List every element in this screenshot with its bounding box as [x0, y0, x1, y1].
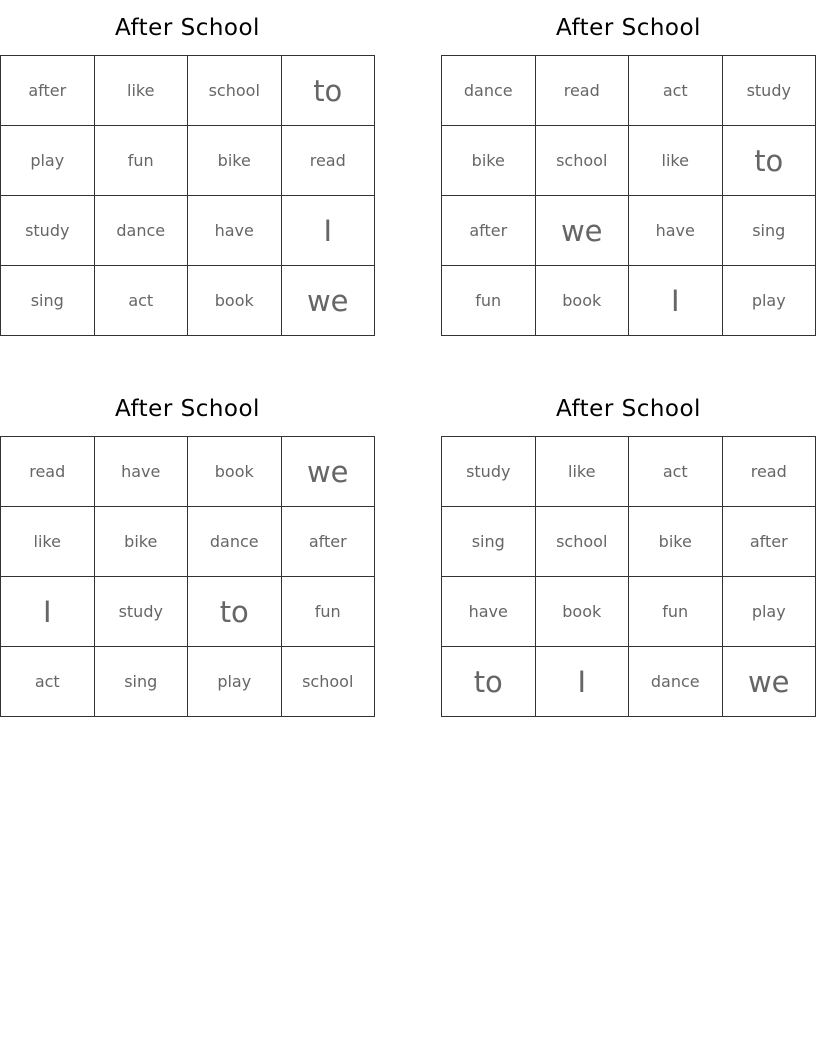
grid-cell: dance: [442, 56, 536, 126]
grid-cell: to: [442, 647, 536, 717]
grid-cell: play: [1, 126, 95, 196]
grid-cell: fun: [94, 126, 188, 196]
bingo-grid: [0, 436, 375, 717]
grid-row: [1, 647, 375, 717]
bingo-grid: [0, 55, 375, 336]
bingo-card-2: [441, 10, 816, 336]
grid-cell: I: [281, 196, 375, 266]
grid-cell: sing: [722, 196, 816, 266]
grid-cell: like: [1, 507, 95, 577]
grid-cell: to: [722, 126, 816, 196]
grid-cell: read: [722, 437, 816, 507]
grid-row: [442, 507, 816, 577]
card-title: After School: [556, 15, 701, 41]
grid-cell: act: [1, 647, 95, 717]
grid-cell: book: [535, 577, 629, 647]
grid-cell: after: [442, 196, 536, 266]
grid-cell: to: [188, 577, 282, 647]
grid-cell: book: [188, 266, 282, 336]
grid-cell: I: [535, 647, 629, 717]
grid-cell: study: [94, 577, 188, 647]
grid-cell: book: [188, 437, 282, 507]
grid-cell: study: [442, 437, 536, 507]
card-title: After School: [556, 396, 701, 422]
grid-cell: have: [94, 437, 188, 507]
grid-cell: play: [188, 647, 282, 717]
grid-cell: dance: [629, 647, 723, 717]
grid-cell: after: [1, 56, 95, 126]
grid-cell: I: [629, 266, 723, 336]
grid-row: [442, 56, 816, 126]
grid-row: [1, 266, 375, 336]
grid-cell: have: [188, 196, 282, 266]
bingo-card-3: [0, 391, 375, 717]
grid-cell: like: [94, 56, 188, 126]
grid-cell: fun: [629, 577, 723, 647]
grid-cell: book: [535, 266, 629, 336]
grid-row: [1, 126, 375, 196]
grid-row: [1, 56, 375, 126]
grid-cell: after: [722, 507, 816, 577]
grid-row: [1, 196, 375, 266]
grid-cell: dance: [188, 507, 282, 577]
grid-cell: school: [535, 507, 629, 577]
grid-cell: have: [442, 577, 536, 647]
grid-cell: to: [281, 56, 375, 126]
grid-row: [442, 196, 816, 266]
grid-cell: fun: [442, 266, 536, 336]
grid-cell: fun: [281, 577, 375, 647]
grid-cell: we: [722, 647, 816, 717]
grid-cell: bike: [629, 507, 723, 577]
grid-cell: read: [281, 126, 375, 196]
grid-cell: play: [722, 577, 816, 647]
grid-cell: bike: [94, 507, 188, 577]
grid-cell: sing: [1, 266, 95, 336]
grid-row: [1, 437, 375, 507]
grid-cell: dance: [94, 196, 188, 266]
grid-cell: I: [1, 577, 95, 647]
bingo-card-1: [0, 10, 375, 336]
bingo-card-4: [441, 391, 816, 717]
grid-row: [1, 577, 375, 647]
grid-cell: have: [629, 196, 723, 266]
grid-row: [442, 266, 816, 336]
grid-cell: like: [629, 126, 723, 196]
grid-cell: school: [535, 126, 629, 196]
grid-cell: play: [722, 266, 816, 336]
grid-cell: read: [1, 437, 95, 507]
grid-cell: sing: [94, 647, 188, 717]
grid-cell: act: [94, 266, 188, 336]
grid-cell: we: [535, 196, 629, 266]
bingo-grid: [441, 436, 816, 717]
grid-cell: bike: [442, 126, 536, 196]
grid-cell: sing: [442, 507, 536, 577]
bingo-grid: [441, 55, 816, 336]
grid-cell: we: [281, 266, 375, 336]
grid-cell: school: [188, 56, 282, 126]
grid-cell: act: [629, 437, 723, 507]
grid-row: [442, 647, 816, 717]
card-title: After School: [115, 396, 260, 422]
grid-cell: after: [281, 507, 375, 577]
grid-cell: school: [281, 647, 375, 717]
grid-cell: read: [535, 56, 629, 126]
grid-cell: we: [281, 437, 375, 507]
card-title: After School: [115, 15, 260, 41]
grid-row: [1, 507, 375, 577]
grid-cell: study: [722, 56, 816, 126]
grid-cell: act: [629, 56, 723, 126]
grid-cell: bike: [188, 126, 282, 196]
grid-row: [442, 126, 816, 196]
grid-row: [442, 437, 816, 507]
grid-cell: study: [1, 196, 95, 266]
grid-cell: like: [535, 437, 629, 507]
grid-row: [442, 577, 816, 647]
